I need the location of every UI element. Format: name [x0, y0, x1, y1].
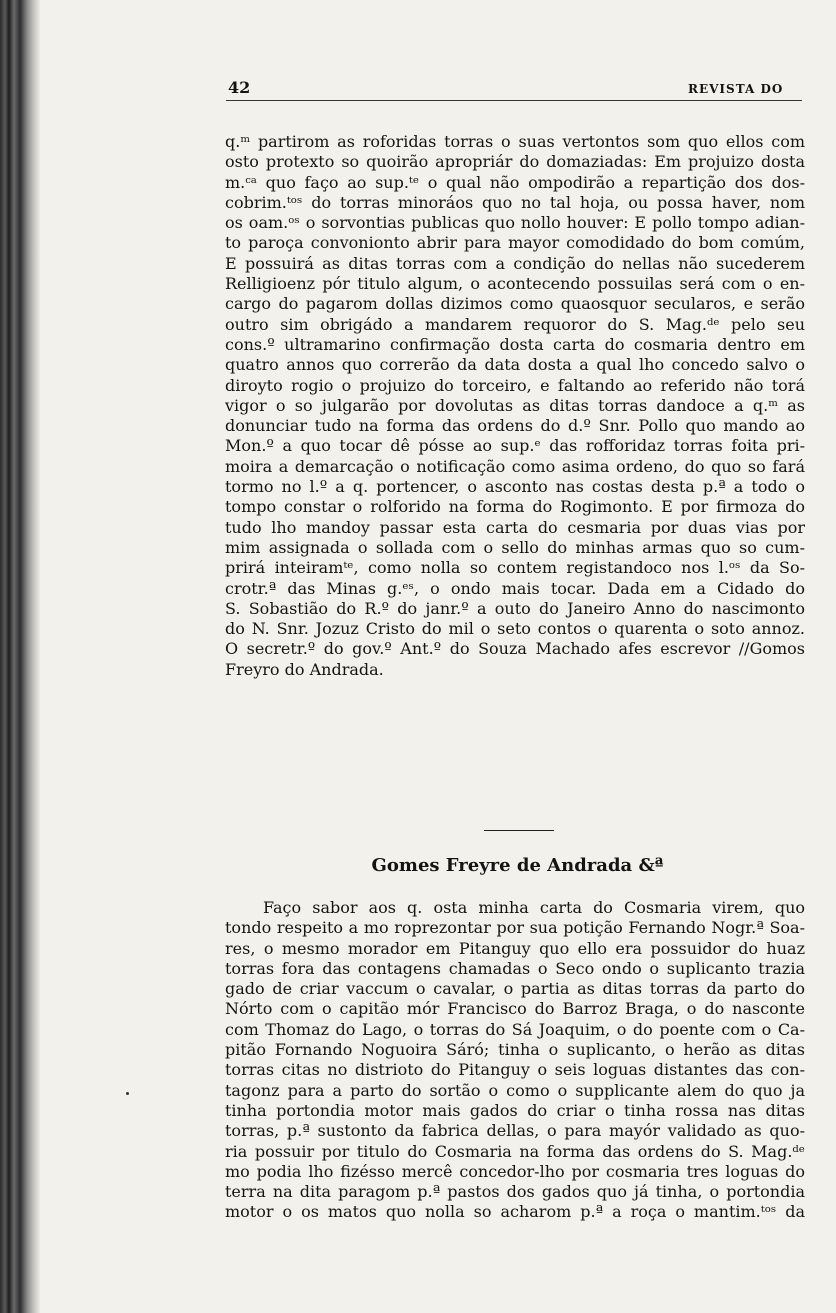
text-line: to paroça convonionto abrir para mayor comodidado do bom comúm,	[225, 233, 805, 253]
text-line: res, o mesmo morador em Pitanguy quo ello era possuidor do huaz	[225, 938, 805, 958]
text-line: quatro annos quo correrão da data dosta a qual lho concedo salvo o	[225, 355, 805, 375]
running-head: REVISTA DO	[688, 82, 784, 96]
text-line: tondo respeito a mo roprezontar por sua potição Fernando Nogr.ª Soa-	[225, 918, 805, 938]
text-line: Nórto com o capitão mór Francisco do Barroz Braga, o do nasconte	[225, 999, 805, 1019]
text-line: O secretr.º do gov.º Ant.º do Souza Machado afes escrevor //Gomos	[225, 639, 805, 659]
text-line: tagonz para a parto do sortão o como o supplicante alem do quo ja	[225, 1080, 805, 1100]
text-line: cargo do pagarom dollas dizimos como quaosquor secularos, e serão	[225, 294, 805, 314]
text-line: pitão Fornando Noguoira Sáró; tinha o suplicanto, o herão as ditas	[225, 1040, 805, 1060]
text-line: Relligioenz pór titulo algum, o acontecendo possuilas será com o en-	[225, 274, 805, 294]
text-line: S. Sobastião do R.º do janr.º a outo do Janeiro Anno do nascimonto	[225, 598, 805, 618]
text-line: motor o os matos quo nolla so acharom p.ª a roça o mantim.ᵗᵒˢ da	[225, 1202, 805, 1222]
text-line: do N. Snr. Jozuz Cristo do mil o seto contos o quarenta o soto annoz.	[225, 619, 805, 639]
text-line: tudo lho mandoy passar esta carta do cesmaria por duas vias por	[225, 517, 805, 537]
scan-speck	[126, 1092, 129, 1095]
text-line: osto protexto so quoirão apropriár do domaziadas: Em projuizo dosta	[225, 152, 805, 172]
text-line: ria possuir por titulo do Cosmaria na forma das ordens do S. Mag.ᵈᵉ	[225, 1141, 805, 1161]
page-number: 42	[228, 78, 251, 97]
text-line: mo podia lho fizésso mercê concedor-lho por cosmaria tres loguas do	[225, 1161, 805, 1181]
text-line: vigor o so julgarão por dovolutas as ditas torras dandoce a q.ᵐ as	[225, 395, 805, 415]
text-line: tormo no l.º a q. portencer, o asconto nas costas desta p.ª a todo o	[225, 477, 805, 497]
text-line: outro sim obrigádo a mandarem requoror do S. Mag.ᵈᵉ pelo seu	[225, 314, 805, 334]
text-line: cobrim.ᵗᵒˢ do torras minoráos quo no tal hoja, ou possa haver, nom	[225, 192, 805, 212]
text-line: torras, p.ª sustonto da fabrica dellas, o para mayór validado as quo-	[225, 1121, 805, 1141]
text-line: com Thomaz do Lago, o torras do Sá Joaquim, o do poente com o Ca-	[225, 1019, 805, 1039]
section-divider	[484, 830, 554, 831]
text-line: Faço sabor aos q. osta minha carta do Cosmaria virem, quo	[263, 898, 805, 917]
text-line: tompo constar o rolforido na forma do Rogimonto. E por firmoza do	[225, 497, 805, 517]
text-line: terra na dita paragom p.ª pastos dos gados quo já tinha, o portondia	[225, 1182, 805, 1202]
text-line: torras citas no distrioto do Pitanguy o seis loguas distantes das con-	[225, 1060, 805, 1080]
text-line: E possuirá as ditas torras com a condição do nellas não sucederem	[225, 253, 805, 273]
section-heading: Gomes Freyre de Andrada &ª	[371, 855, 664, 876]
text-line: torras fora das contagens chamadas o Seco ondo o suplicanto trazia	[225, 958, 805, 978]
text-line: os oam.ᵒˢ o sorvontias publicas quo nollo houver: E pollo tompo adian-	[225, 213, 805, 233]
text-line: q.ᵐ partirom as roforidas torras o suas vertontos som quo ellos com	[225, 132, 805, 151]
text-line: cons.º ultramarino confirmação dosta carta do cosmaria dentro em	[225, 334, 805, 354]
text-line: prirá inteiramᵗᵉ, como nolla so contem registandoco nos l.ᵒˢ da So-	[225, 558, 805, 578]
text-line: tinha portondia motor mais gados do criar o tinha rossa nas ditas	[225, 1100, 805, 1120]
text-line: Mon.º a quo tocar dê pósse ao sup.ᵉ das rofforidaz torras foita pri-	[225, 436, 805, 456]
text-line: mim assignada o sollada com o sello do minhas armas quo so cum-	[225, 537, 805, 557]
paragraph-2	[225, 898, 805, 1223]
text-line: diroyto rogio o projuizo do torceiro, e faltando ao referido não torá	[225, 375, 805, 395]
text-line: Freyro do Andrada.	[225, 659, 384, 679]
text-line: gado de criar vaccum o cavalar, o partia as ditas torras da parto do	[225, 979, 805, 999]
text-line: crotr.ª das Minas g.ᵉˢ, o ondo mais tocar. Dada em a Cidado do	[225, 578, 805, 598]
page-header	[226, 76, 802, 101]
book-binding-edge	[0, 0, 40, 1313]
paragraph-1	[225, 132, 805, 680]
text-line: moira a demarcação o notificação como asima ordeno, do quo so fará	[225, 456, 805, 476]
text-line: donunciar tudo na forma das ordens do d.º Snr. Pollo quo mando ao	[225, 416, 805, 436]
text-line: m.ᶜᵃ quo faço ao sup.ᵗᵉ o qual não ompodirão a repartição dos dos-	[225, 172, 805, 192]
